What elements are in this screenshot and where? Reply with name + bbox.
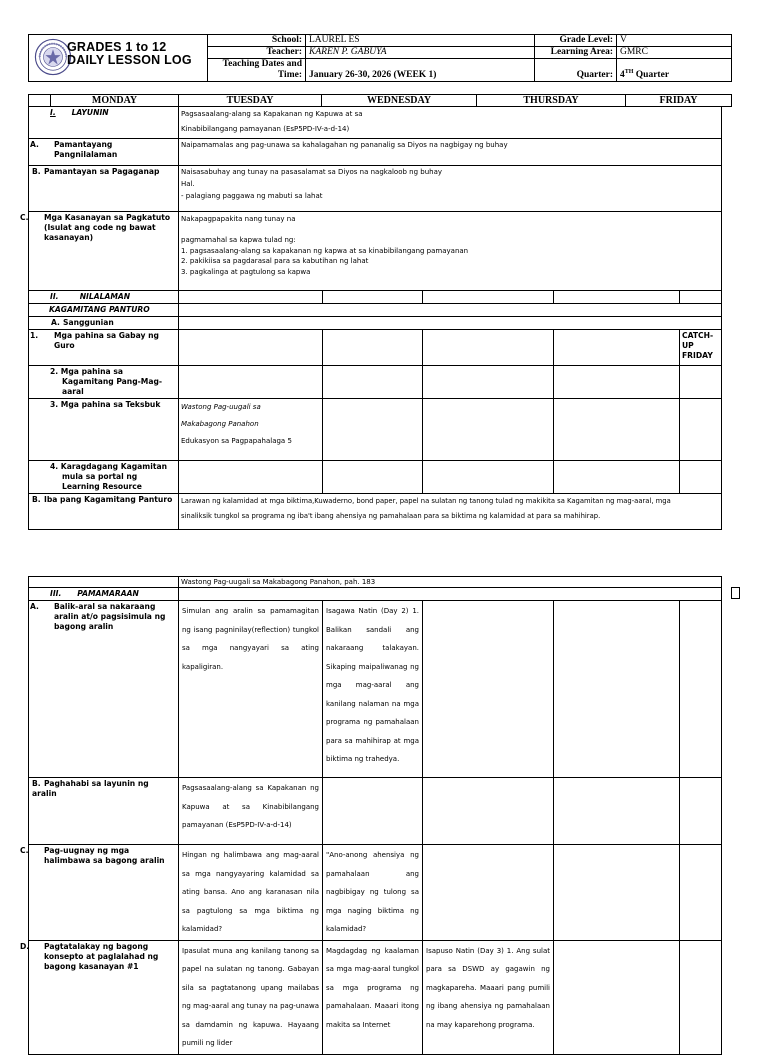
balik-aral-wed: Isagawa Natin (Day 2) 1. Balikan sandali ang nakaraang talakayan. Sikaping maipaliwanag ng mga mag-aaral ang kanilang nalaman na mga programa ng pamahalaan para sa mahihirap at mga biktima ng trahedya. [323,601,423,778]
karag-thu [554,461,680,494]
kagmag-thu [554,366,680,399]
header-info-table [207,34,732,82]
kagmag-tue [323,366,423,399]
iba-text: Iba pang Kagamitang Panturo [44,495,173,504]
layunin-text [179,107,722,139]
day-friday: FRIDAY [626,95,732,107]
nilalaman-mon [179,291,323,304]
pamantayang-pangnilalaman-text: Naipamamalas ang pag-unawa sa kahalagahan ng pananalig sa Diyos na nagbigay ng buhay [179,139,722,166]
gabay-text: Mga pahina sa Gabay ng Guro [54,331,159,350]
row-b-line2: Hal. [181,180,195,188]
paghahabi-fri [554,778,680,845]
lesson-table-part2 [20,576,722,1055]
stray-cell [731,587,740,599]
layunin-label [29,107,179,139]
pamamaraan-num: III. [50,589,62,598]
pamantayang-pangnilalaman-label [29,139,179,166]
pag-uugnay-extra [680,845,722,941]
pamamaraan-title: PAMAMARAAN [77,589,139,598]
kasanayan-text [179,212,722,291]
kagamitang-panturo-cell [179,304,722,317]
iba-num: B. [32,495,41,504]
pagtatalakay-tue: Ipasulat muna ang kanilang tanong sa papel na sulatan ng tanong. Gabayan sila sa pagtatanong upang mailabas ng mag-aaral ang tunay na pag-unawa sa damdamin ng kapuwa. Hayaang pumili ng lider [179,940,323,1054]
ref-blank [29,577,179,588]
dates-label-line2: Time: [277,70,302,80]
gabay-tue [323,330,423,366]
teksbuk-thu [554,399,680,461]
pagtatalakay-label [20,940,179,1054]
balik-aral-text: Balik-aral sa nakaraang aralin at/o pagsisimula ng bagong aralin [54,602,166,631]
karag-tue [323,461,423,494]
day-tuesday: TUESDAY [179,95,322,107]
kagmag-fri [680,366,722,399]
paghahabi-num: B. [32,779,41,788]
pag-uugnay-fri [554,845,680,941]
pamantayan-pagaganap-label [29,166,179,212]
nilalaman-num: II. [50,292,59,301]
row-c-line2: pagmamahal sa kapwa tulad ng: [181,236,296,244]
nilalaman-fri [680,291,722,304]
form-title-line1: GRADES 1 to 12 [67,40,167,54]
pamamaraan-cell [179,588,722,601]
kasanayan-label [20,212,179,291]
quarter-label: Quarter: [535,59,617,82]
teaching-dates-label [208,59,306,82]
quarter-value [617,59,732,82]
kagmag-mon [179,366,323,399]
karagdagang-kagamitan-label [29,461,179,494]
kagamitang-panturo-label: KAGAMITANG PANTURO [29,304,179,317]
row-c-num: C. [20,213,29,222]
pamamaraan-label [29,588,179,601]
nilalaman-label [29,291,179,304]
quarter-word: Quarter [633,70,670,80]
balik-aral-thu [423,601,554,778]
row-c-line3: 1. pagsasaalang-alang sa kapakanan ng kapwa at sa kinabibilangang pamayanan [181,246,469,255]
catch-up-friday: CATCH-UP FRIDAY [680,330,722,366]
karag-text: 4. Karagdagang Kagamitan mula sa portal ng Learning Resource [50,462,167,491]
day-thursday: THURSDAY [477,95,626,107]
nilalaman-thu [554,291,680,304]
nilalaman-tue [323,291,423,304]
dates-label-line1: Teaching Dates and [222,59,302,69]
sanggunian-label [29,317,179,330]
gabay-num: 1. [30,331,39,340]
teksbuk-mon [179,399,323,461]
pagtatalakay-fri [554,940,680,1054]
pagtatalakay-thu: Isapuso Natin (Day 3) 1. Ang sulat para sa DSWD ay gagawin ng magkapareha. Maaari pang pumili ng ibang ahensiya ng pamahalaan na may kaparehong programa. [423,940,554,1054]
learning-area-value: GMRC [617,47,732,59]
sanggunian-text: Sanggunian [63,318,114,327]
paghahabi-extra [680,778,722,845]
grade-level-label: Grade Level: [535,35,617,47]
teacher-label: Teacher: [208,47,306,59]
gabay-thu [554,330,680,366]
sanggunian-num: A. [51,318,60,327]
balik-aral-num: A. [30,602,39,611]
row-b-num: B. [32,167,41,176]
gabay-guro-label [29,330,179,366]
quarter-suffix: TH [624,68,634,75]
days-corner [29,95,51,107]
gabay-wed [423,330,554,366]
balik-aral-fri [554,601,680,778]
pag-uugnay-tue: Hingan ng halimbawa ang mag-aaral sa mga nangyayaring kalamidad sa ating bansa. Ano ang karanasan nila sa pagtulong sa mga biktima ng kalamidad? [179,845,323,941]
iba-line1: Larawan ng kalamidad at mga biktima,Kuwaderno, bond paper, papel na sulatan ng tanong tulad ng makikita sa Kagamitan ng mag-aaral, mga [181,497,671,505]
form-title-line2: DAILY LESSON LOG [67,53,192,67]
iba-line2: sinaliksik tungkol sa programa ng iba't ibang ahensiya ng pamahalaan para sa biktima ng kalamidad at para sa mahihirap. [181,512,601,520]
reference-text: Wastong Pag-uugali sa Makabagong Panahon, pah. 183 [179,577,722,588]
nilalaman-wed [423,291,554,304]
row-c-line5: 3. pagkalinga at pagtulong sa kapwa [181,267,311,276]
kagamitang-mag-aaral-label [29,366,179,399]
pag-uugnay-label [20,845,179,941]
pag-uugnay-thu [423,845,554,941]
school-label: School: [208,35,306,47]
teksbuk-line1: Wastong Pag-uugali sa [181,403,261,411]
karag-fri [680,461,722,494]
kag-mag-text: 2. Mga pahina sa Kagamitang Pang-Mag-aaral [50,367,163,396]
day-monday: MONDAY [51,95,179,107]
balik-aral-label [29,601,179,778]
nilalaman-title: NILALAMAN [79,292,131,301]
kagmag-wed [423,366,554,399]
teksbuk-fri [680,399,722,461]
pag-uugnay-text: Pag-uugnay ng mga halimbawa sa bagong aralin [44,846,165,865]
paghahabi-text: Paghahabi sa layunin ng aralin [32,779,149,798]
karag-wed [423,461,554,494]
balik-aral-tue: Simulan ang aralin sa pamamagitan ng isang pagninilay(reflection) tungkol sa mga nangyayari sa ating kapaligiran. [179,601,323,778]
gabay-mon [179,330,323,366]
teksbuk-line3: Edukasyon sa Pagpapahalaga 5 [181,437,292,445]
pagtatalakay-num: D. [20,941,30,951]
logo-box [28,34,208,82]
school-value: LAUREL ES [306,35,535,47]
karag-mon [179,461,323,494]
sanggunian-cell [179,317,722,330]
iba-pang-kagamitan-text [179,494,722,530]
iba-pang-kagamitan-label [29,494,179,530]
teacher-value: KAREN P. GABUYA [306,47,535,59]
row-c-line4: 2. pakikiisa sa pagdarasal para sa kabutihan ng lahat [181,257,369,265]
layunin-line2: Kinabibilangang pamayanan (EsP5PD-IV-a-d-14) [181,125,350,133]
grade-level-value: V [617,35,732,47]
teksbuk-text: 3. Mga pahina sa Teksbuk [50,400,161,409]
layunin-line1: Pagsasaalang-alang sa Kapakanan ng Kapuwa at sa [181,110,363,118]
teksbuk-tue [323,399,423,461]
row-c-text: Mga Kasanayan sa Pagkatuto (Isulat ang code ng bawat kasanayan) [44,213,171,242]
teksbuk-wed [423,399,554,461]
pag-uugnay-wed: "Ano-anong ahensiya ng pamahalaan ang nagbibigay ng tulong sa mga naging biktima ng kalamidad? [323,845,423,941]
row-b-line1: Naisasabuhay ang tunay na pasasalamat sa Diyos na nagkaloob ng buhay [181,168,443,176]
balik-aral-extra [680,601,722,778]
paghahabi-label [29,778,179,845]
row-b-text: Pamantayan sa Pagaganap [44,167,160,176]
pag-uugnay-num: C. [20,846,29,855]
day-wednesday: WEDNESDAY [322,95,477,107]
paghahabi-tue: Pagsasaalang-alang sa Kapakanan ng Kapuwa at sa Kinabibilangang pamayanan (EsP5PD-IV-a-d-14) [179,778,323,845]
pagtatalakay-text: Pagtatalakay ng bagong konsepto at paglalahad ng bagong kasanayan #1 [44,941,159,971]
teaching-dates-value: January 26-30, 2026 (WEEK 1) [306,59,535,82]
learning-area-label: Learning Area: [535,47,617,59]
paghahabi-wed [323,778,423,845]
layunin-title: LAYUNIN [71,108,109,117]
pagtatalakay-wed: Magdagdag ng kaalaman sa mga mag-aaral tungkol sa mga programa ng pamahalaan. Maaari itong makita sa Internet [323,940,423,1054]
paghahabi-thu [423,778,554,845]
pagtatalakay-extra [680,940,722,1054]
teksbuk-line2: Makabagong Panahon [181,420,259,428]
layunin-num: I. [50,108,56,117]
teksbuk-label [29,399,179,461]
row-a-text: Pamantayang Pangnilalaman [54,140,118,159]
pamantayan-pagaganap-text [179,166,722,212]
row-c-line1: Nakapagpapakita nang tunay na [181,215,296,223]
row-b-line3: - palagiang paggawa ng mabuti sa lahat [181,192,323,200]
lesson-table-part1 [20,106,722,530]
quarter-number: 4 [620,70,625,80]
row-a-num: A. [30,140,39,149]
